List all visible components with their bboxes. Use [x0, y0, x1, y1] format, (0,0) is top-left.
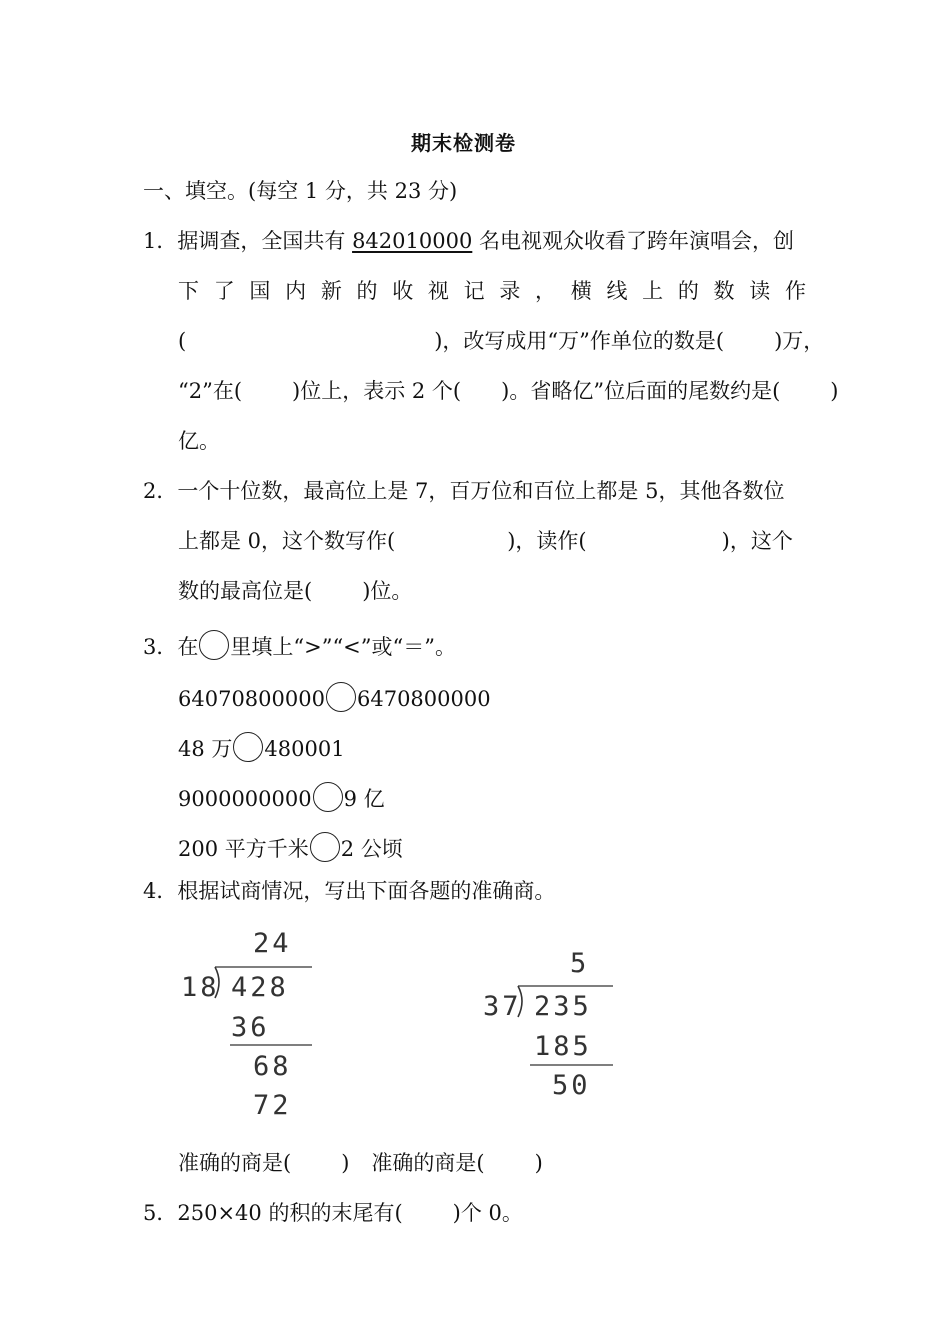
q1-line2-char: 数: [713, 279, 735, 303]
q1-line3: [178, 328, 825, 354]
long-division-1: [175, 920, 335, 1130]
q1-line2-char: 视: [427, 279, 449, 303]
q1-text-d: )万，: [774, 329, 825, 353]
q1-line2-char: 内: [285, 279, 307, 303]
div2-step2: 50: [552, 1070, 591, 1101]
q4-answer2-label: 准确的商是(: [371, 1151, 485, 1175]
q2-text-c: )，读作(: [507, 529, 587, 553]
q3-row3-left: 9000000000: [178, 787, 312, 811]
q5-number: 5．: [143, 1201, 178, 1225]
page-title: 期末检测卷: [411, 131, 516, 155]
q3-row2-right: 480001: [264, 737, 345, 761]
div1-quotient: 24: [253, 928, 292, 959]
q1-line2-char: 的: [677, 279, 699, 303]
q2-text-f: )位。: [362, 579, 413, 603]
q1-text-e: “2”在(: [178, 379, 243, 403]
q5-text-a: 250×40 的积的末尾有(: [177, 1201, 403, 1225]
q3-row4-left: 200 平方千米: [178, 837, 309, 861]
q2-text-d: )，这个: [721, 529, 793, 553]
q2-text-e: 数的最高位是(: [178, 579, 313, 603]
compare-circle-1[interactable]: [326, 682, 356, 712]
compare-circle-4[interactable]: [310, 832, 340, 862]
q1-line4: [178, 378, 838, 404]
q1-text-f: )位上，表示 2 个(: [292, 379, 462, 403]
q2-text-a: 一个十位数，最高位上是 7，百万位和百位上都是 5，其他各数位: [177, 479, 785, 503]
q3-text-b: 里填上“>”“<”或“＝”。: [230, 635, 456, 659]
q1-underlined-number: 842010000: [352, 229, 473, 253]
q1-text-b: 名电视观众收看了跨年演唱会，创: [472, 229, 794, 253]
q5-line1: [143, 1200, 523, 1226]
q1-line2-char: 横: [570, 279, 592, 303]
q3-row: [178, 832, 403, 862]
q4-number: 4．: [143, 879, 178, 903]
div1-step2: 68: [253, 1051, 292, 1082]
q4-answers: [178, 1150, 543, 1176]
q3-row3-right: 9 亿: [343, 787, 385, 811]
q1-line2-char: 下: [178, 279, 199, 303]
q2-line1: [143, 478, 784, 504]
q5-text-b: )个 0。: [452, 1201, 523, 1225]
q3-row: [178, 682, 491, 712]
q2-line2: [178, 528, 793, 554]
q1-text-c: )，改写成用“万”作单位的数是(: [434, 329, 725, 353]
div2-dividend: 235: [534, 991, 592, 1022]
q2-line3: [178, 578, 412, 604]
q3-number: 3．: [143, 635, 178, 659]
q1-line2-char: 读: [749, 279, 771, 303]
div2-divisor: 37: [483, 991, 522, 1022]
q3-line1: [143, 630, 456, 660]
q1-line5: 亿。: [178, 429, 220, 453]
q3-row4-right: 2 公顷: [340, 837, 403, 861]
q1-number: 1．: [143, 229, 178, 253]
q4-line1: [143, 878, 555, 904]
long-division-2: [478, 940, 628, 1110]
q4-answer1-label: 准确的商是(: [178, 1151, 292, 1175]
div1-step1: 36: [231, 1012, 270, 1043]
div2-step1: 185: [534, 1031, 592, 1062]
q1-text-h: ): [830, 379, 839, 403]
div1-dividend: 428: [231, 972, 289, 1003]
q1-line2-char: 记: [463, 279, 485, 303]
q1-line1: [143, 228, 794, 254]
q1-line2-char: 新: [320, 279, 342, 303]
section-heading: 一、填空。(每空 1 分，共 23 分): [143, 179, 458, 203]
circle-icon: [199, 630, 229, 660]
q3-row1-left: 64070800000: [178, 687, 325, 711]
q3-row1-right: 6470800000: [356, 687, 491, 711]
q1-text-a: 据调查，全国共有: [177, 229, 353, 253]
div1-step3: 72: [253, 1090, 292, 1121]
compare-circle-2[interactable]: [233, 732, 263, 762]
q1-line2-char: 收: [392, 279, 414, 303]
q4-text: 根据试商情况，写出下面各题的准确商。: [177, 879, 556, 903]
q1-line2-char: 的: [356, 279, 378, 303]
q1-line2: [178, 278, 806, 304]
q1-line2-char: 上: [642, 279, 664, 303]
q3-text-a: 在: [177, 635, 199, 659]
q1-paren-open: (: [178, 329, 187, 353]
q1-text-g: )。省略亿”位后面的尾数约是(: [501, 379, 781, 403]
q1-line2-char: 作: [784, 279, 806, 303]
q1-line2-char: 了: [213, 279, 235, 303]
compare-circle-3[interactable]: [313, 782, 343, 812]
q1-line2-char: 线: [606, 279, 628, 303]
q4-answer2-close: ): [534, 1151, 543, 1175]
q1-line2-char: ，: [535, 279, 557, 303]
q3-row: [178, 732, 345, 762]
div1-divisor: 18: [181, 972, 220, 1003]
q4-answer1-close: ): [341, 1151, 350, 1175]
q1-line2-char: 国: [249, 279, 271, 303]
q3-row: [178, 782, 385, 812]
q2-number: 2．: [143, 479, 178, 503]
q1-line2-char: 录: [499, 279, 521, 303]
div2-quotient: 5: [570, 948, 590, 979]
q2-text-b: 上都是 0，这个数写作(: [178, 529, 396, 553]
q3-row2-left: 48 万: [178, 737, 233, 761]
